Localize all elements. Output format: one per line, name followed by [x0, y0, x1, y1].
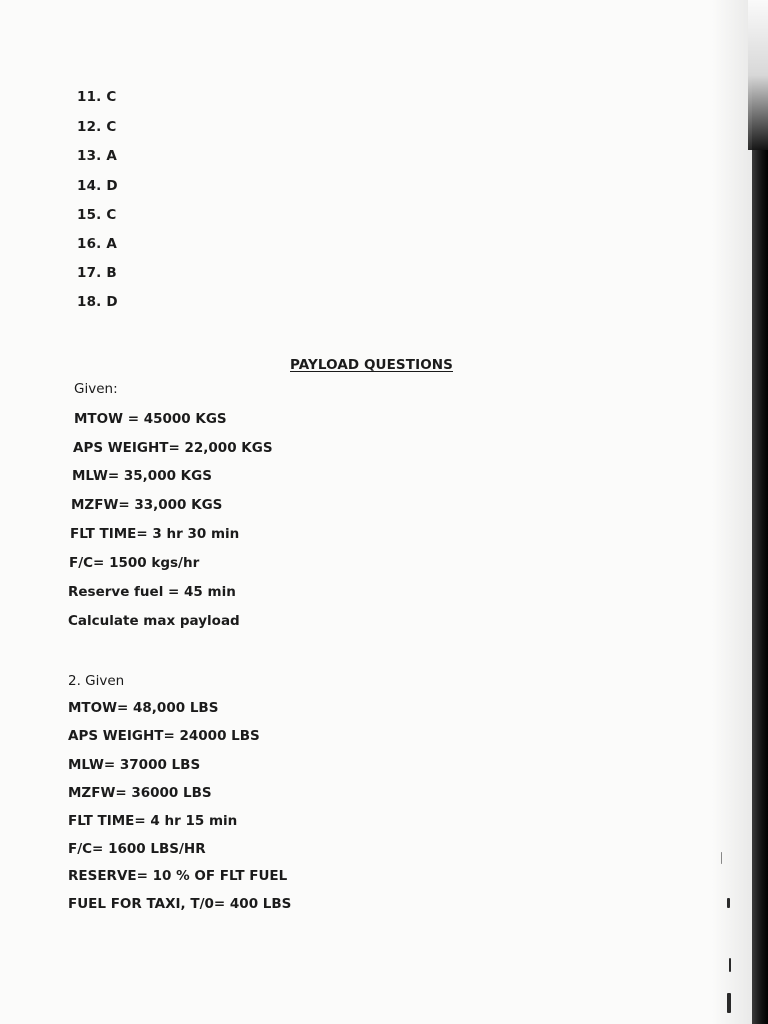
- question1-line: APS WEIGHT= 22,000 KGS: [73, 440, 273, 456]
- question1-line: MTOW = 45000 KGS: [74, 411, 227, 427]
- question2-line: FLT TIME= 4 hr 15 min: [68, 813, 238, 829]
- scan-speck: [721, 852, 722, 864]
- page-binding-edge: [752, 0, 768, 1024]
- question1-line: Reserve fuel = 45 min: [68, 584, 236, 600]
- answer-number: 14.: [77, 178, 102, 194]
- answer-item-14: [77, 178, 118, 194]
- scan-speck: [729, 958, 731, 972]
- answer-letter: A: [106, 148, 118, 164]
- page-binding-highlight: [748, 0, 768, 150]
- answer-item-15: [77, 207, 117, 223]
- question2-line: FUEL FOR TAXI, T/0= 400 LBS: [68, 896, 292, 912]
- question1-line: Calculate max payload: [68, 613, 240, 629]
- question2-line: MLW= 37000 LBS: [68, 757, 201, 773]
- answer-number: 13.: [77, 148, 102, 164]
- answer-item-11: [77, 89, 117, 105]
- answer-letter: C: [106, 207, 117, 223]
- answer-letter: A: [106, 236, 118, 252]
- question2-line: F/C= 1600 LBS/HR: [68, 841, 206, 857]
- question2-line: APS WEIGHT= 24000 LBS: [68, 728, 260, 744]
- scan-speck: [727, 993, 731, 1013]
- answer-letter: C: [106, 119, 117, 135]
- answer-letter: D: [106, 294, 118, 310]
- answer-item-16: [77, 236, 117, 252]
- answer-number: 12.: [77, 119, 102, 135]
- answer-letter: C: [106, 89, 117, 105]
- answer-number: 17.: [77, 265, 102, 281]
- answer-item-13: [77, 148, 117, 164]
- page-edge-shadow: [712, 0, 752, 1024]
- answer-number: 16.: [77, 236, 102, 252]
- question2-heading: 2. Given: [68, 673, 125, 689]
- scan-speck: [727, 898, 730, 908]
- question1-line: MLW= 35,000 KGS: [72, 468, 212, 484]
- question2-line: MZFW= 36000 LBS: [68, 785, 212, 801]
- answer-letter: D: [106, 178, 118, 194]
- answer-number: 15.: [77, 207, 102, 223]
- answer-number: 18.: [77, 294, 102, 310]
- question1-line: FLT TIME= 3 hr 30 min: [70, 526, 240, 542]
- answer-number: 11.: [77, 89, 102, 105]
- question2-line: RESERVE= 10 % OF FLT FUEL: [68, 868, 288, 884]
- answer-item-17: [77, 265, 117, 281]
- question1-heading: Given:: [74, 381, 118, 397]
- question1-line: MZFW= 33,000 KGS: [71, 497, 223, 513]
- question1-line: F/C= 1500 kgs/hr: [69, 555, 200, 571]
- answer-item-12: [77, 119, 117, 135]
- answer-letter: B: [106, 265, 117, 281]
- question2-line: MTOW= 48,000 LBS: [68, 700, 219, 716]
- answer-item-18: [77, 294, 118, 310]
- section-title: PAYLOAD QUESTIONS: [290, 357, 453, 373]
